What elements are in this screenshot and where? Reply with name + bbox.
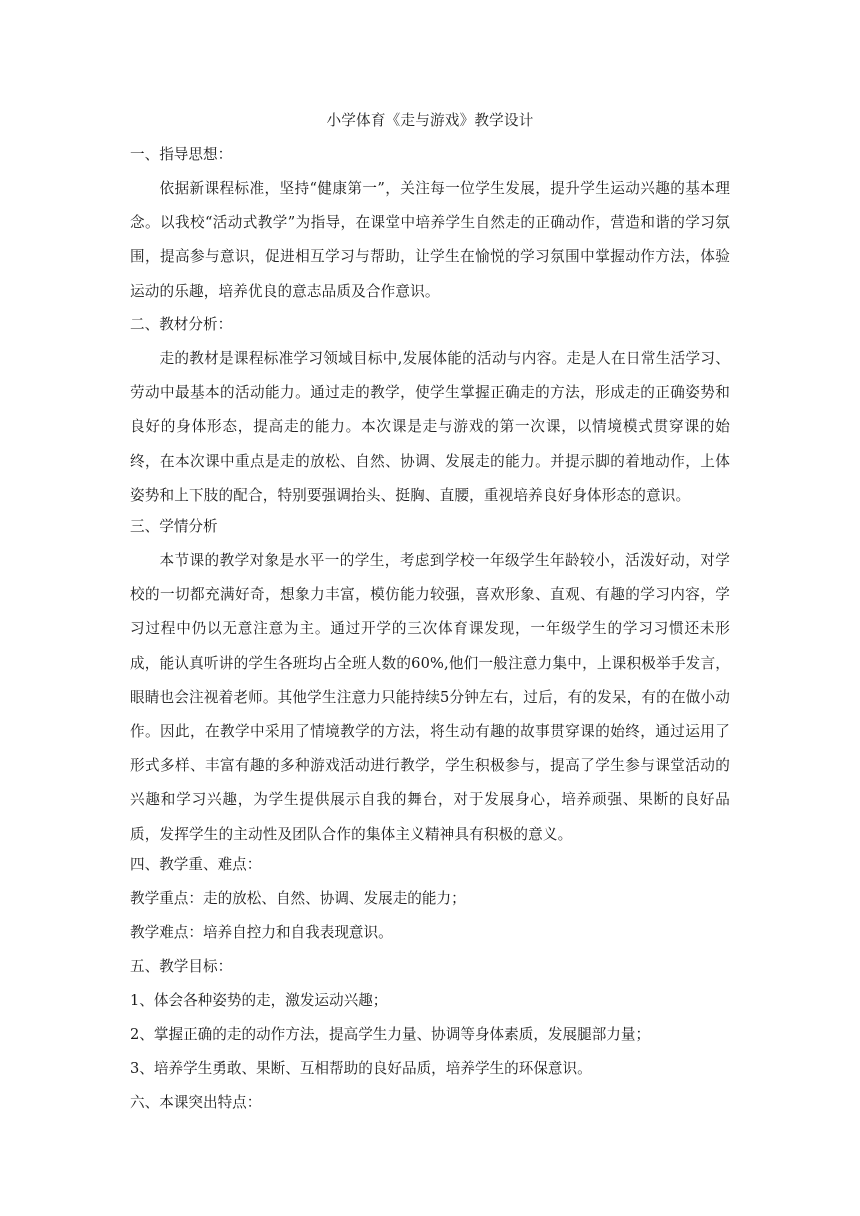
list-item-goal-1: 1、体会各种姿势的走，激发运动兴趣； xyxy=(130,992,388,1009)
section-heading-features: 六、本课突出特点： xyxy=(130,1094,262,1111)
list-item-goal-2: 2、掌握正确的走的动作方法，提高学生力量、协调等身体素质，发展腿部力量； xyxy=(130,1026,651,1043)
section-heading-guiding-ideology: 一、指导思想： xyxy=(130,146,233,163)
section-heading-teaching-goals: 五、教学目标： xyxy=(130,958,233,975)
section-heading-material-analysis: 二、教材分析： xyxy=(130,316,233,333)
paragraph-guiding-ideology: 依据新课程标准，坚持“健康第一”，关注每一位学生发展，提升学生运动兴趣的基本理念。以我校“活动式教学”为指导，在课堂中培养学生自然走的正确动作，营造和谐的学习氛围，提高参与意识，促进相互学习与帮助，让学生在愉悦的学习氛围中掌握动作方法，体验运动的乐趣，培养优良的意志品质及合作意识。 xyxy=(130,180,730,300)
list-item-key-point: 教学重点：走的放松、自然、协调、发展走的能力； xyxy=(130,890,466,907)
list-item-goal-3: 3、培养学生勇敢、果断、互相帮助的良好品质，培养学生的环保意识。 xyxy=(130,1060,592,1077)
paragraph-student-analysis: 本节课的教学对象是水平一的学生，考虑到学校一年级学生年龄较小，活泼好动，对学校的一切都充满好奇，想象力丰富，模仿能力较强，喜欢形象、直观、有趣的学习内容，学习过程中仍以无意注意为主。通过开学的三次体育课发现，一年级学生的学习习惯还未形成，能认真听讲的学生各班均占全班人数的60%,他们一般注意力集中，上课积极举手发言，眼睛也会注视着老师。其他学生注意力只能持续5分钟左右，过后，有的发呆，有的在做小动作。因此，在教学中采用了情境教学的方法，将生动有趣的故事贯穿课的始终，通过运用了形式多样、丰富有趣的多种游戏活动进行教学，学生积极参与，提高了学生参与课堂活动的兴趣和学习兴趣，为学生提供展示自我的舞台，对于发展身心，培养顽强、果断的良好品质，发挥学生的主动性及团队合作的集体主义精神具有积极的意义。 xyxy=(130,552,730,843)
document-title: 小学体育《走与游戏》教学设计 xyxy=(326,112,534,129)
section-heading-key-points: 四、教学重、难点： xyxy=(130,856,262,873)
list-item-difficulty: 教学难点：培养自控力和自我表现意识。 xyxy=(130,924,393,941)
section-heading-student-analysis: 三、学情分析 xyxy=(130,518,218,535)
paragraph-material-analysis: 走的教材是课程标准学习领域目标中,发展体能的活动与内容。走是人在日常生活学习、劳动中最基本的活动能力。通过走的教学，使学生掌握正确走的方法，形成走的正确姿势和良好的身体形态，提高走的能力。本次课是走与游戏的第一次课，以情境模式贯穿课的始终，在本次课中重点是走的放松、自然、协调、发展走的能力。并提示脚的着地动作，上体姿势和上下肢的配合，特别要强调抬头、挺胸、直腰，重视培养良好身体形态的意识。 xyxy=(130,350,730,504)
